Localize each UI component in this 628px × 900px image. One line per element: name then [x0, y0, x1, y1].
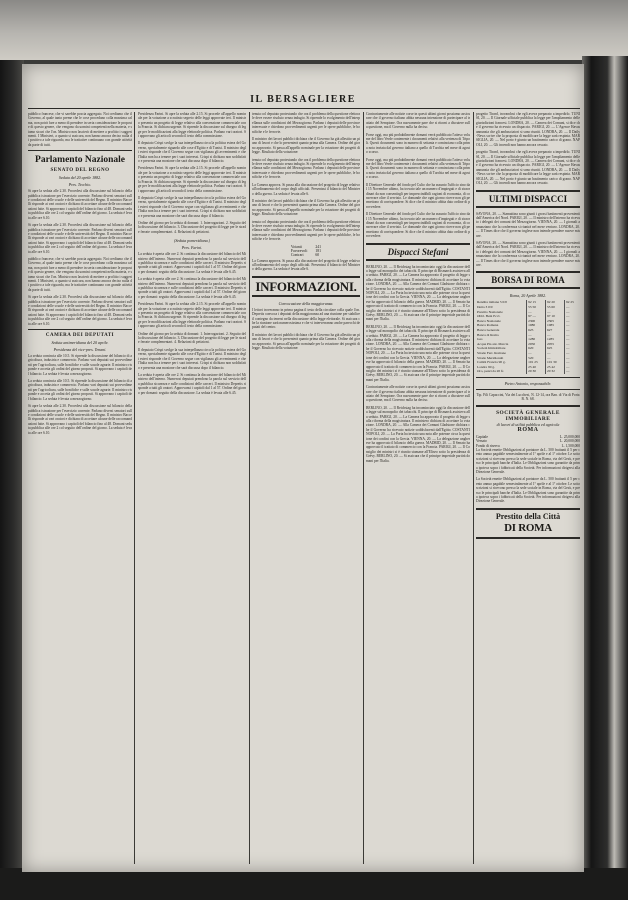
divider: [476, 377, 580, 378]
masthead-rule: [28, 108, 580, 109]
borsa-price: —: [546, 356, 565, 361]
scanner-border-bottom: [0, 868, 628, 900]
newspaper-page: [22, 64, 584, 872]
borsa-security: Prestito Nazionale: [476, 310, 527, 315]
article-text: Il deputato Crispi svolge la sua interpellanza circa la politica estera del Governo, specialmente riguardo alle cose d'Egitto e di Tunisi. Il ministro degli esteri risponde che il Governo segue con vigilanza gli avvenimenti e che l'Italia non ha a temere per i suoi interessi. Crispi si dichiara non soddisfatto e presenta una mozione che sarà discussa dopo il bilancio.: [138, 141, 246, 164]
societa-label: Fondo di riserva: [476, 443, 500, 448]
societa-title: SOCIETÀ GENERALE IMMOBILIARE: [496, 409, 560, 422]
borsa-price: —: [565, 309, 570, 314]
borsa-security: Detta 3 0/0: [476, 305, 527, 310]
borsa-security: Londra 90 g.: [476, 365, 527, 370]
societa-value: L. 1,500,000: [561, 443, 580, 448]
borsa-price: —: [546, 310, 565, 315]
column-divider: [363, 112, 364, 864]
camera-heading: CAMERA DEI DEPUTATI: [45, 333, 115, 339]
seduta-president: Pres. Farini.: [181, 245, 203, 251]
borsa-price: 620: [527, 346, 546, 351]
borsa-price: —: [565, 327, 570, 332]
dispatch-text: progetto Tirard, trovandosi che egli aveva preparato a impedirlo. TUNISI, 20. — Il Giornale ufficiale pubblica la legge per l'ampliamento delle giurisdizioni francesi. LONDRA, 20. — Camera dei Comuni, si dice che il governo ha ricevuto un dispaccio. PARIGI, 20. — L'Agence Havas annunzia che gli ambasciatori si sono riuniti. LONDRA, 20. — Il Daily-News scrive che la proposta di modificare la legge sarà respinta. MARSIGLIA, 20. — Nel porto è giunto un bastimento carico di grano. NAPOLI, 20. — Gli incendi non hanno ancora cessato.: [476, 150, 580, 186]
borsa-security: Gas: [476, 337, 527, 342]
column-divider: [249, 112, 250, 864]
scanner-border-right: [582, 56, 628, 900]
societa-city: ROMA: [517, 426, 539, 433]
article-text: tenuta col deputato protestando che ora il problema della questione elettorale deve essere risoluto senza indugio. Si riprende lo svolgimento dell'interpellanza sulle condizioni del Mezzogiorno. Parlano i deputati delle province interessate e chiedono provvedimenti urgenti per le opere pubbliche, le bonifiche e le ferrovie.: [252, 157, 360, 180]
informazioni-subtitle: Convocazione della maggioranza.: [278, 300, 334, 306]
dispatch-text: Contrariamente alle notizie corse in questi ultimi giorni possiamo assicurare che il governo italiano abbia nessuna intenzione di partecipare al trattato del Sempione. Ora nuovamente pare che si ritorni a discutere sulla questione, ma il Governo nulla ha deciso.: [366, 385, 470, 403]
article-text: I lettori troveranno in prima pagina il testo della circolare colla quale l'on. Depretis convoca i deputati della maggioranza ad una riunione per stabilire il contegno da tenersi nella discussione della legge elettorale. Si assicura che la riunione sarà numerosissima e che vi interverranno anche parecchi deputati del centro.: [252, 307, 360, 330]
societa-text: La Società emette Obbligazioni al portatore da L. 500 fruttanti il 5 per cento annuo pagabile semestralmente al 1° aprile e al 1° ottobre. Le sottoscrizioni si ricevono presso la sede sociale in Roma, via del Gesù, e presso le principali banche d'Italia. Le Obbligazioni sono garantite da prima ipoteca sopra i fabbricati della Società. Per informazioni dirigersi alla Direzione Generale.: [476, 447, 580, 474]
ultimi-dispacci-header-box: [476, 190, 580, 208]
article-text: pubblico francese, che vi sarebbe poscia aggregato. Noi crediamo che il Governo, al quale tanto preme che le cose procedano colla massima calma, non potrà fare a meno di prendere in seria considerazione le proposte di questo genere, che vengono da uomini competenti nella materia, e siamo sicuri che l'on. Ministro non lascierà di mettere a profitto i suggerimenti. I Ministeri, a quanto si assicura, non hanno ancora deciso nulla di positivo a tale riguardo, ma le trattative continuano con grande attività da parte di tutti.: [28, 112, 132, 147]
borsa-price: 2300: [527, 319, 546, 324]
divider: [476, 405, 580, 407]
article-text: La Camera approva. Si passa alla discussione del progetto di legge relativo all'ordinamento del corpo degli ufficiali. Presentasi il bilancio del Ministero della guerra. La seduta è levata alle 6.: [252, 258, 360, 272]
article-text: La seduta è aperta alle ore 2. Si continua la discussione del bilancio del Ministero dell'interno. Numerosi deputati prendono la parola sul servizio della pubblica sicurezza e sulle condizioni delle carceri. Il ministro Depretis risponde a tutti gli oratori. Approvansi i capitoli dal 1 al 57. Ordine del giorno per domani: seguito della discussione. La seduta è levata alle 6.45.: [138, 277, 246, 299]
borsa-price: —: [565, 346, 570, 351]
borsa-date: Roma, 20 Aprile 1882.: [509, 293, 547, 299]
senato-president: Pres. Tecchio.: [68, 182, 92, 188]
borsa-price: 520: [527, 356, 546, 361]
article-text: Contrariamente alle notizie corse in questi ultimi giorni possiamo assicurare che il governo italiano abbia nessuna intenzione di partecipare al trattato del Sempione. Ora nuovamente pare che si ritorni a discutere sulla questione, ma il Governo nulla ha deciso.: [366, 112, 470, 130]
senato-report-continued: Si apre la seduta alle 2.30. Procedesi alla discussione sul bilancio della pubblica istruzione per l'esercizio corrente. Parlano diversi senatori sulle condizioni delle scuole e delle università del Regno. Il ministro Baccelli risponde ai vari oratori e dichiara di accettare alcune delle raccomandazioni fatte. Si approvano i capitoli del bilancio fino al 48. Domani seduta pubblica alle ore 2 col seguito dell'ordine del giorno. La seduta è levata alle ore 6.10.: [28, 223, 132, 254]
divider: [28, 150, 132, 151]
vote-value: 241: [315, 244, 322, 249]
article-text: Forse oggi, ma più probabilmente domani verrà pubblicato l'atteso volume del libro Verde contenente i documenti relativi alla vertenza di Tripoli. Questi documenti sono in numero di settanta e cominciano colla prima nota inviata dal governo italiano a quello di Turchia nel mese di agosto scorso.: [366, 157, 470, 180]
borsa-price: 101 30: [546, 360, 565, 365]
tipografia-line: Tip. Fili Capaccini, Via dei Lucchesi, N. 12-14, ora Ban. di Via di Porta B. N. 68.: [476, 392, 580, 402]
article-text: La seduta è aperta alle ore 2. Si continua la discussione del bilancio del Ministero dell'interno. Numerosi deputati prendono la parola sul servizio della pubblica sicurezza e sulle condizioni delle carceri. Il ministro Depretis risponde a tutti gli oratori. Approvansi i capitoli dal 1 al 57. Ordine del giorno per domani: seguito della discussione. La seduta è levata alle 6.45.: [138, 252, 246, 274]
ultimi-dispacci-title: ULTIMI DISPACCI: [488, 193, 568, 204]
vote-label: Favorevoli: [290, 248, 308, 253]
vote-row: [287, 253, 325, 257]
borsa-row: [476, 369, 580, 374]
vote-value: 60: [315, 252, 320, 257]
borsa-price: —: [565, 304, 570, 309]
section-title-parlamento: Parlamento Nazionale: [35, 155, 125, 166]
borsa-price: —: [527, 351, 546, 356]
borsa-price: 55 60: [546, 305, 565, 310]
divider: [28, 329, 132, 330]
borsa-price: 627: [546, 328, 565, 333]
vote-value: 181: [315, 248, 322, 253]
article-text: tenuta col deputato protestando che ora il problema della questione elettorale deve essere risoluto senza indugio. Si riprende lo svolgimento dell'interpellanza sulle condizioni del Mezzogiorno. Parlano i deputati delle province interessate e chiedono provvedimenti urgenti per le opere pubbliche, le bonifiche e le ferrovie.: [252, 219, 360, 242]
borsa-price: —: [565, 369, 570, 374]
article-text: Il Direttore Generale del fondo pel Culto che ha assunto l'ufficio sino dal 15 Novembre ultimo, ha trovato tale un numero d'impiegati e di straordinari da non consentirgli per imprescindibili ragioni di economia, di conservare oltre il servizio. Le domande che ogni giorno riceve non gli permettono di corrispondere. Si dice che il ministro abbia dato ordine di provvedere.: [366, 212, 470, 239]
camera-report: La seduta comincia alle 10.5. Si riprende la discussione del bilancio di agricoltura, industria e commercio. Parlano vari deputati sui provvedimenti per l'agricoltura, sulle bonifiche e sulle scuole agrarie. Il ministro risponde e accetta gli ordini del giorno proposti. Si approvano i capitoli del bilancio. La seduta è levata a mezzogiorno.: [28, 354, 132, 376]
camera-president: Presidenza del vice-pres. Tenani.: [53, 347, 107, 353]
societa-value: L. 25,000,000: [559, 434, 580, 439]
scanner-border-left: [0, 0, 24, 900]
borsa-price: 2050: [527, 342, 546, 347]
dispatch-text: BERLINO, 20. — Il Reichstag ha incominciato oggi la discussione della legge sul monopolio dei tabacchi. Il principe di Bismarck assisteva alla seduta. PARIGI, 20. — La Camera ha approvato il progetto di legge sulla riforma della magistratura. Il ministero dichiara di accettare la votazione. LONDRA, 20. — Alla Camera dei Comuni Gladstone dichiara che il Governo ha ricevuto notizie soddisfacenti dall'Egitto. COSTANTINOPOLI, 20. — La Porta ha inviato una nota alle potenze circa la questione dei confini con la Grecia. VIENNA, 20. — La delegazione ungherese ha approvato il bilancio della guerra. MADRID, 20. — Il Senato ha approvato il trattato di commercio con la Francia. PARIGI, 20. — Il Consiglio dei ministri si è riunito stamane all'Eliseo sotto la presidenza di Grévy. BERLINO, 20. — Si assicura che il principe imperiale partirà domani per l'Italia.: [366, 324, 470, 382]
societa-capital-table: [476, 435, 580, 448]
borsa-price: —: [565, 360, 570, 365]
dispatch-text: BERLINO, 20. — Il Reichstag ha incominciato oggi la discussione della legge sul monopolio dei tabacchi. Il principe di Bismarck assisteva alla seduta. PARIGI, 20. — La Camera ha approvato il progetto di legge sulla riforma della magistratura. Il ministero dichiara di accettare la votazione. LONDRA, 20. — Alla Camera dei Comuni Gladstone dichiara che il Governo ha ricevuto notizie soddisfacenti dall'Egitto. COSTANTINOPOLI, 20. — La Porta ha inviato una nota alle potenze circa la questione dei confini con la Grecia. VIENNA, 20. — La delegazione ungherese ha approvato il bilancio della guerra. MADRID, 20. — Il Senato ha approvato il trattato di commercio con la Francia. PARIGI, 20. — Il Consiglio dei ministri si è riunito stamane all'Eliseo sotto la presidenza di Grévy. BERLINO, 20. — Si assicura che il principe imperiale partirà domani per l'Italia.: [366, 264, 470, 322]
column-divider: [134, 112, 135, 864]
prestito-line-1: Prestito della Città: [495, 511, 561, 521]
borsa-security: Strade Meridionali: [476, 356, 527, 361]
article-text: Il deputato Crispi svolge la sua interpellanza circa la politica estera del Governo, specialmente riguardo alle cose d'Egitto e di Tunisi. Il ministro degli esteri risponde che il Governo segue con vigilanza gli avvenimenti e che l'Italia non ha a temere per i suoi interessi. Crispi si dichiara non soddisfatto e presenta una mozione che sarà discussa dopo il bilancio.: [138, 347, 246, 370]
scanner-border-top: [0, 0, 628, 60]
camera-report-continued: Si apre la seduta alle 2.30. Procedesi alla discussione sul bilancio della pubblica istruzione per l'esercizio corrente. Parlano diversi senatori sulle condizioni delle scuole e delle università del Regno. Il ministro Baccelli risponde ai vari oratori e dichiara di accettare alcune delle raccomandazioni fatte. Si approvano i capitoli del bilancio fino al 48. Domani seduta pubblica alle ore 2 col seguito dell'ordine del giorno. La seduta è levata alle ore 6.10.: [28, 404, 132, 435]
article-text: Ordine del giorno per la seduta di domani: 1. Interrogazioni. 2. Seguito della discussione del bilancio. 3. Discussione del progetto di legge per le strade ferrate complementari. 4. Relazioni di petizioni.: [138, 220, 246, 234]
senato-report-continued: Si apre la seduta alle 2.30. Procedesi alla discussione sul bilancio della pubblica istruzione per l'esercizio corrente. Parlano diversi senatori sulle condizioni delle scuole e delle università del Regno. Il ministro Baccelli risponde ai vari oratori e dichiara di accettare alcune delle raccomandazioni fatte. Si approvano i capitoli del bilancio fino al 48. Domani seduta pubblica alle ore 2 col seguito dell'ordine del giorno. La seduta è levata alle ore 6.10.: [28, 295, 132, 326]
senato-report-continued: pubblico francese, che vi sarebbe poscia aggregato. Noi crediamo che il Governo, al quale tanto preme che le cose procedano colla massima calma, non potrà fare a meno di prendere in seria considerazione le proposte di questo genere, che vengono da uomini competenti nella materia, e siamo sicuri che l'on. Ministro non lascierà di mettere a profitto i suggerimenti. I Ministeri, a quanto si assicura, non hanno ancora deciso nulla di positivo a tale riguardo, ma le trattative continuano con grande attività da parte di tutti.: [28, 256, 132, 292]
borsa-price: 1285: [546, 337, 565, 342]
borsa-price: 20 32: [546, 369, 565, 374]
borsa-security: Banca di Roma: [476, 333, 527, 338]
societa-value: L. 20,000,000: [559, 439, 580, 444]
borsa-price: 97 —: [527, 314, 546, 319]
article-text: Il ministro dei lavori pubblici dichiara che il Governo ha già allestito un piano di lavori e che lo presenterà quanto prima alla Camera. Ordine del giorno approvato. Si passa all'appello nominale per la votazione dei progetti di legge. Risultato della votazione:: [252, 198, 360, 217]
borsa-price: 1085: [546, 323, 565, 328]
borsa-price: —: [565, 350, 570, 355]
borsa-security: Società Immobiliare: [476, 346, 527, 351]
borsa-security: Obbl. Beni Eccl.: [476, 314, 527, 319]
informazioni-title: INFORMAZIONI.: [255, 278, 357, 294]
responsabile-line: Pietro Antonio, responsabile.: [504, 380, 552, 386]
column-4: [366, 112, 470, 864]
borsa-price: 97 10: [546, 314, 565, 319]
borsa-price: 625: [527, 328, 546, 333]
article-text: Presidenza Farini. Si apre la seduta alle 2.15. Si procede all'appello nominale per la votazione a scrutinio segreto delle leggi approvate ieri. Il ministro presenta un progetto di legge relativo alla convenzione commerciale con la Francia. Si dichiara urgente. Si riprende la discussione sul disegno di legge per le modificazioni alla legge elettorale politica. Parlano vari oratori. Si approvano gli articoli secondo il testo della commissione.: [138, 112, 246, 139]
senato-date: Seduta del 20 aprile 1882.: [58, 175, 102, 181]
article-text: Il ministro dei lavori pubblici dichiara che il Governo ha già allestito un piano di lavori e che lo presenterà quanto prima alla Camera. Ordine del giorno approvato. Si passa all'appello nominale per la votazione dei progetti di legge. Risultato della votazione:: [252, 137, 360, 155]
article-text: Ordine del giorno per la seduta di domani: 1. Interrogazioni. 2. Seguito della discussione del bilancio. 3. Discussione del progetto di legge per le strade ferrate complementari. 4. Relazioni di petizioni.: [138, 331, 246, 345]
borsa-price: —: [565, 318, 570, 323]
camera-report-continued: La seduta comincia alle 10.5. Si riprende la discussione del bilancio di agricoltura, industria e commercio. Parlano vari deputati sui provvedimenti per l'agricoltura, sulle bonifiche e sulle scuole agrarie. Il ministro risponde e accetta gli ordini del giorno proposti. Si approvano i capitoli del bilancio. La seduta è levata a mezzogiorno.: [28, 379, 132, 401]
column-1: [28, 112, 132, 864]
societa-subtitle: di lavori di utilità pubblica ed agricola: [496, 421, 560, 427]
article-text: Il ministro dei lavori pubblici dichiara che il Governo ha già allestito un piano di lavori e che lo presenterà quanto prima alla Camera. Ordine del giorno approvato. Si passa all'appello nominale per la votazione dei progetti di legge. Risultato della votazione:: [252, 332, 360, 351]
vote-label: Votanti: [290, 244, 302, 249]
borsa-security: Oro, pezzi da 20 fr.: [476, 369, 527, 374]
dispatch-text: SAVONA, 20. — Stamattina sono giunti i grossi bastimenti provenienti dall'America del Nord. PARIGI, 20. — Il ministro dell'interno ha ricevuto i delegati dei comuni del Mezzogiorno. VIENNA, 20. — I giornali annunziano che la conferenza si riunirà nel mese venturo. LONDRA, 20. — Il Times dice che il governo inglese non intende prendere nuove misure.: [476, 240, 580, 267]
borsa-price: —: [565, 314, 570, 319]
borsa-price: 20 30: [527, 369, 546, 374]
borsa-security: Banca Romana: [476, 323, 527, 328]
borsa-price: 92 20: [546, 300, 565, 305]
vote-label: Contrari: [290, 252, 304, 257]
dispatch-text: SAVONA, 20. — Stamattina sono giunti i grossi bastimenti provenienti dall'America del Nord. PARIGI, 20. — Il ministro dell'interno ha ricevuto i delegati dei comuni del Mezzogiorno. VIENNA, 20. — I giornali annunziano che la conferenza si riunirà nel mese venturo. LONDRA, 20. — Il Times dice che il governo inglese non intende prendere nuove misure.: [476, 211, 580, 238]
borsa-price: —: [527, 333, 546, 338]
column-5: [476, 112, 580, 864]
article-text: Forse oggi, ma più probabilmente domani verrà pubblicato l'atteso volume del libro Verde contenente i documenti relativi alla vertenza di Tripoli. Questi documenti sono in numero di settanta e cominciano colla prima nota inviata dal governo italiano a quello di Turchia nel mese di agosto scorso.: [366, 132, 470, 155]
dispatch-text: BERLINO, 20. — Il Reichstag ha incominciato oggi la discussione della legge sul monopolio dei tabacchi. Il principe di Bismarck assisteva alla seduta. PARIGI, 20. — La Camera ha approvato il progetto di legge sulla riforma della magistratura. Il ministero dichiara di accettare la votazione. LONDRA, 20. — Alla Camera dei Comuni Gladstone dichiara che il Governo ha ricevuto notizie soddisfacenti dall'Egitto. COSTANTINOPOLI, 20. — La Porta ha inviato una nota alle potenze circa la questione dei confini con la Grecia. VIENNA, 20. — La delegazione ungherese ha approvato il bilancio della guerra. MADRID, 20. — Il Senato ha approvato il trattato di commercio con la Francia. PARIGI, 20. — Il Consiglio dei ministri si è riunito stamane all'Eliseo sotto la presidenza di Grévy. BERLINO, 20. — Si assicura che il principe imperiale partirà domani per l'Italia.: [366, 405, 470, 463]
borsa-price: —: [546, 351, 565, 356]
article-text: Il Direttore Generale del fondo pel Culto che ha assunto l'ufficio sino dal 15 Novembre ultimo, ha trovato tale un numero d'impiegati e di straordinari da non consentirgli per imprescindibili ragioni di economia, di conservare oltre il servizio. Le domande che ogni giorno riceve non gli permettono di corrispondere. Si dice che il ministro abbia dato ordine di provvedere.: [366, 182, 470, 209]
borsa-price: 101 25: [527, 360, 546, 365]
article-text: tenuta col deputato protestando che ora il problema della questione elettorale deve essere risoluto senza indugio. Si riprende lo svolgimento dell'interpellanza sulle condizioni del Mezzogiorno. Parlano i deputati delle province interessate e chiedono provvedimenti urgenti per le opere pubbliche, le bonifiche e le ferrovie.: [252, 112, 360, 134]
senato-report: Si apre la seduta alle 2.30. Procedesi alla discussione sul bilancio della pubblica istruzione per l'esercizio corrente. Parlano diversi senatori sulle condizioni delle scuole e delle università del Regno. Il ministro Baccelli risponde ai vari oratori e dichiara di accettare alcune delle raccomandazioni fatte. Si approvano i capitoli del bilancio fino al 48. Domani seduta pubblica alle ore 2 col seguito dell'ordine del giorno. La seduta è levata alle ore 6.10.: [28, 189, 132, 220]
borsa-price: 92 15: [527, 300, 546, 305]
masthead: IL BERSAGLIERE: [250, 94, 356, 105]
article-text: Presidenza Farini. Si apre la seduta alle 2.15. Si procede all'appello nominale per la votazione a scrutinio segreto delle leggi approvate ieri. Il ministro presenta un progetto di legge relativo alla convenzione commerciale con la Francia. Si dichiara urgente. Si riprende la discussione sul disegno di legge per le modificazioni alla legge elettorale politica. Parlano vari oratori. Si approvano gli articoli secondo il testo della commissione.: [138, 166, 246, 193]
societa-label: Versato: [476, 439, 487, 444]
borsa-title: BORSA DI ROMA: [491, 275, 565, 286]
borsa-header-box: [476, 271, 580, 289]
borsa-price: 2305: [546, 319, 565, 324]
borsa-price: 1280: [527, 337, 546, 342]
senato-heading: SENATO DEL REGNO: [50, 168, 110, 174]
societa-text: La Società emette Obbligazioni al portatore da L. 500 fruttanti il 5 per cento annuo pagabile semestralmente al 1° aprile e al 1° ottobre. Le sottoscrizioni si ricevono presso la sede sociale in Roma, via del Gesù, e presso le principali banche d'Italia. Le Obbligazioni sono garantite da prima ipoteca sopra i fabbricati della Società. Per informazioni dirigersi alla Direzione Generale.: [476, 477, 580, 504]
dispacci-title: Dispacci Stefani: [387, 246, 449, 257]
borsa-security: Strade Ferr. Romane: [476, 351, 527, 356]
borsa-price: 55 50: [527, 305, 546, 310]
borsa-security: Rendita italiana 5 0/0: [476, 300, 527, 305]
column-3: [252, 112, 360, 864]
seduta-pomeridiana-heading: (Seduta pomeridiana.): [174, 238, 210, 244]
borsa-price: —: [527, 310, 546, 315]
borsa-security: Cambi Francia 90 g.: [476, 360, 527, 365]
borsa-price: 625: [546, 346, 565, 351]
article-text: Il deputato Crispi svolge la sua interpellanza circa la politica estera del Governo, specialmente riguardo alle cose d'Egitto e di Tunisi. Il ministro degli esteri risponde che il Governo segue con vigilanza gli avvenimenti e che l'Italia non ha a temere per i suoi interessi. Crispi si dichiara non soddisfatto e presenta una mozione che sarà discussa dopo il bilancio.: [138, 195, 246, 218]
vote-row: [287, 249, 325, 253]
borsa-security: Banca Nazionale: [476, 319, 527, 324]
informazioni-header-box: [252, 276, 360, 297]
borsa-price: —: [546, 333, 565, 338]
borsa-price: 25 42: [546, 365, 565, 370]
article-text: La seduta è aperta alle ore 2. Si continua la discussione del bilancio del Ministero dell'interno. Numerosi deputati prendono la parola sul servizio della pubblica sicurezza e sulle condizioni delle carceri. Il ministro Depretis risponde a tutti gli oratori. Approvansi i capitoli dal 1 al 57. Ordine del giorno per domani: seguito della discussione. La seduta è levata alle 6.45.: [138, 372, 246, 395]
dispacci-header-box: [366, 243, 470, 261]
borsa-price: —: [565, 341, 570, 346]
prestito-line-2: DI ROMA: [504, 521, 552, 534]
dispatch-text: progetto Tirard, trovandosi che egli aveva preparato a impedirlo. TUNISI, 20. — Il Giornale ufficiale pubblica la legge per l'ampliamento delle giurisdizioni francesi. LONDRA, 20. — Camera dei Comuni, si dice che il governo ha ricevuto un dispaccio. PARIGI, 20. — L'Agence Havas annunzia che gli ambasciatori si sono riuniti. LONDRA, 20. — Il Daily-News scrive che la proposta di modificare la legge sarà respinta. MARSIGLIA, 20. — Nel porto è giunto un bastimento carico di grano. NAPOLI, 20. — Gli incendi non hanno ancora cessato.: [476, 112, 580, 147]
borsa-price: —: [565, 332, 570, 337]
borsa-price: 92 25: [565, 300, 574, 305]
article-text: Presidenza Farini. Si apre la seduta alle 2.15. Si procede all'appello nominale per la votazione a scrutinio segreto delle leggi approvate ieri. Il ministro presenta un progetto di legge relativo alla convenzione commerciale con la Francia. Si dichiara urgente. Si riprende la discussione sul disegno di legge per le modificazioni alla legge elettorale politica. Parlano vari oratori. Si approvano gli articoli secondo il testo della commissione.: [138, 302, 246, 329]
borsa-security: Banca Generale: [476, 328, 527, 333]
vote-results: [287, 245, 325, 257]
prestito-box: [476, 508, 580, 539]
borsa-price: —: [565, 364, 570, 369]
column-divider: [473, 112, 474, 864]
camera-date: Seduta antimeridiana del 20 aprile.: [51, 340, 109, 346]
article-text: La Camera approva. Si passa alla discussione del progetto di legge relativo all'ordinamento del corpo degli ufficiali. Presentasi il bilancio del Ministero della guerra. La seduta è levata alle 6.: [252, 182, 360, 196]
borsa-price: 1080: [527, 323, 546, 328]
borsa-price: —: [565, 355, 570, 360]
borsa-price: —: [565, 337, 570, 342]
borsa-security: Acqua Pia ant. Marcia: [476, 342, 527, 347]
borsa-table: [476, 300, 580, 374]
column-2: [138, 112, 246, 864]
borsa-price: —: [565, 323, 570, 328]
divider: [476, 389, 580, 390]
borsa-price: 25 40: [527, 365, 546, 370]
borsa-price: 2055: [546, 342, 565, 347]
societa-label: Capitale: [476, 434, 488, 439]
